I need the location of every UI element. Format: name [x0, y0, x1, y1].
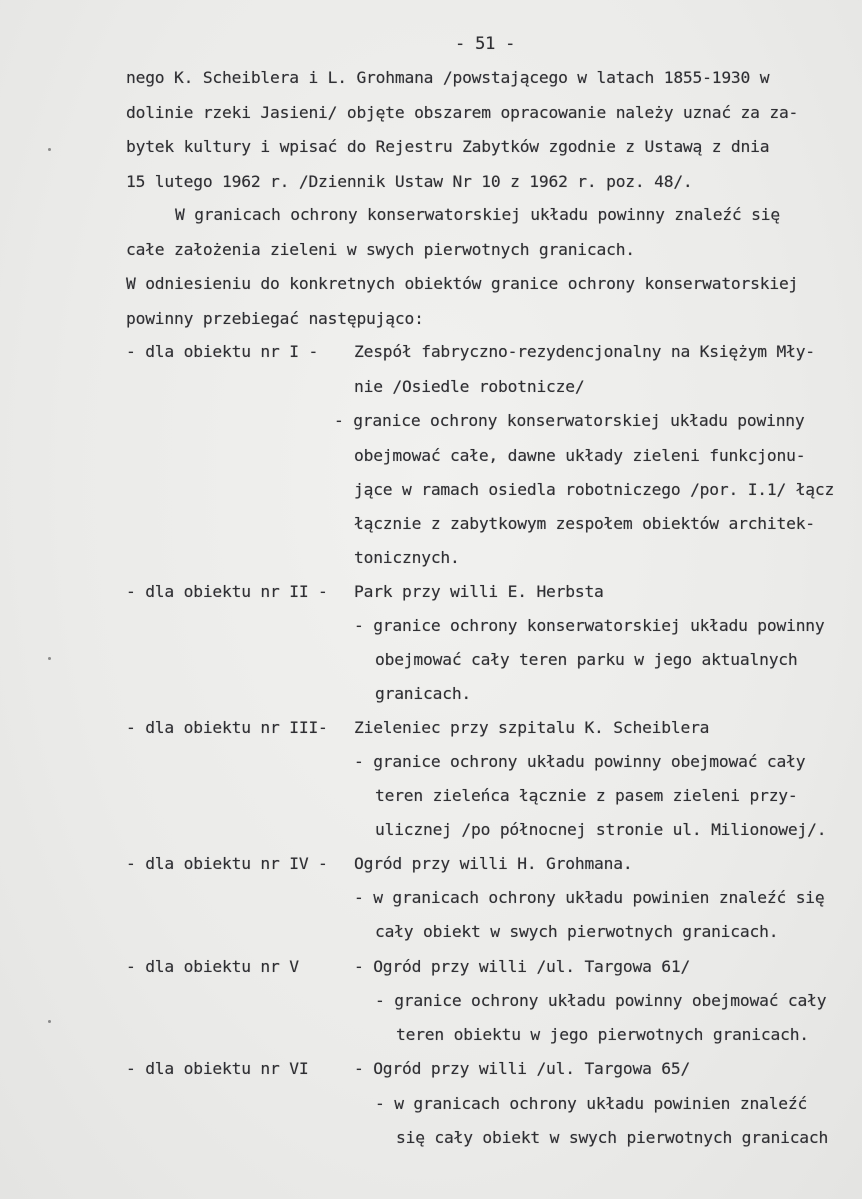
- object-title: - Ogród przy willi /ul. Targowa 61/: [354, 957, 691, 976]
- punch-mark: [48, 148, 51, 151]
- text-line: W granicach ochrony konserwatorskiej układu powinny znaleźć się: [175, 205, 780, 224]
- text-line: nie /Osiedle robotnicze/: [354, 377, 585, 396]
- text-line: dolinie rzeki Jasieni/ objęte obszarem opracowanie należy uznać za za-: [126, 103, 799, 122]
- text-line: się cały obiekt w swych pierwotnych granicach: [396, 1128, 829, 1147]
- object-heading: - dla obiektu nr II -: [126, 582, 328, 601]
- object-title: Ogród przy willi H. Grohmana.: [354, 854, 633, 873]
- text-line: ulicznej /po północnej stronie ul. Milionowej/.: [375, 820, 827, 839]
- text-line: nego K. Scheiblera i L. Grohmana /powstającego w latach 1855-1930 w: [126, 68, 770, 87]
- text-line: - w granicach ochrony układu powinien znaleźć się: [354, 888, 825, 907]
- text-line: - granice ochrony konserwatorskiej układu powinny: [334, 411, 805, 430]
- text-line: jące w ramach osiedla robotniczego /por. I.1/ łącz: [354, 480, 835, 499]
- text-line: powinny przebiegać następująco:: [126, 309, 424, 328]
- object-title: Zieleniec przy szpitalu K. Scheiblera: [354, 718, 710, 737]
- text-line: tonicznych.: [354, 548, 460, 567]
- object-heading: - dla obiektu nr V: [126, 957, 299, 976]
- object-title: Park przy willi E. Herbsta: [354, 582, 604, 601]
- text-line: łącznie z zabytkowym zespołem obiektów architek-: [354, 514, 815, 533]
- text-line: cały obiekt w swych pierwotnych granicach.: [375, 922, 779, 941]
- text-line: obejmować całe, dawne układy zieleni funkcjonu-: [354, 446, 806, 465]
- text-line: teren obiektu w jego pierwotnych granicach.: [396, 1025, 809, 1044]
- text-line: 15 lutego 1962 r. /Dziennik Ustaw Nr 10 z 1962 r. poz. 48/.: [126, 172, 693, 191]
- text-line: granicach.: [375, 684, 472, 703]
- object-title: - Ogród przy willi /ul. Targowa 65/: [354, 1059, 691, 1078]
- text-line: obejmować cały teren parku w jego aktualnych: [375, 650, 798, 669]
- page-number: - 51 -: [455, 34, 516, 54]
- object-heading: - dla obiektu nr IV -: [126, 854, 328, 873]
- object-title: Zespół fabryczno-rezydencjonalny na Księżym Mły-: [354, 342, 815, 361]
- text-line: - granice ochrony układu powinny obejmować cały: [354, 752, 806, 771]
- text-line: - granice ochrony układu powinny obejmować cały: [375, 991, 827, 1010]
- text-line: teren zieleńca łącznie z pasem zieleni przy-: [375, 786, 798, 805]
- object-heading: - dla obiektu nr VI: [126, 1059, 309, 1078]
- punch-mark: [48, 1020, 51, 1023]
- punch-mark: [48, 657, 51, 660]
- text-line: W odniesieniu do konkretnych obiektów granice ochrony konserwatorskiej: [126, 274, 799, 293]
- text-line: całe założenia zieleni w swych pierwotnych granicach.: [126, 240, 635, 259]
- text-line: bytek kultury i wpisać do Rejestru Zabytków zgodnie z Ustawą z dnia: [126, 137, 770, 156]
- object-heading: - dla obiektu nr I -: [126, 342, 319, 361]
- text-line: - granice ochrony konserwatorskiej układu powinny: [354, 616, 825, 635]
- object-heading: - dla obiektu nr III-: [126, 718, 328, 737]
- text-line: - w granicach ochrony układu powinien znaleźć: [375, 1094, 808, 1113]
